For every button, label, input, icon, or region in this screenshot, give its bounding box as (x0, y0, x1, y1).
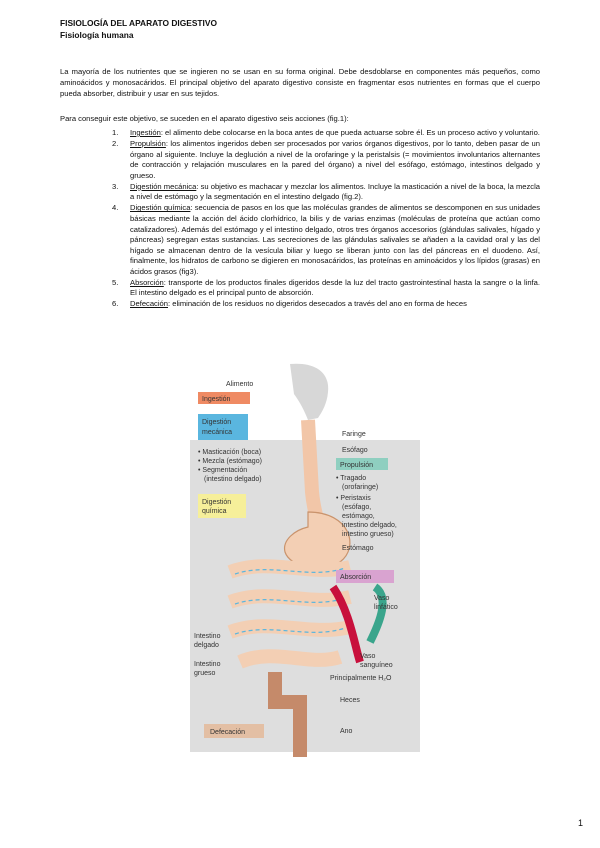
vaso-sanguineo-label-1: Vaso (360, 653, 376, 660)
intestino-delgado-label-2: delgado (194, 642, 219, 649)
page-number: 1 (578, 818, 584, 828)
absorcion-label: Absorción (340, 574, 372, 581)
vaso-linfatico-label-1: Vaso (374, 595, 390, 602)
vaso-linfatico-label-2: linfático (374, 604, 398, 611)
intestino-grueso-label-1: Intestino (194, 661, 221, 668)
list-item: 1. Ingestión: el alimento debe colocarse en la boca antes de que pueda actuarse sobre él. Es un proceso activo y voluntario. (112, 128, 540, 137)
mec-item-3: • Segmentación (198, 467, 248, 474)
faringe-label: Faringe (342, 431, 366, 438)
digestion-quimica-label-2: química (202, 508, 227, 515)
alimento-label: Alimento (226, 381, 254, 388)
intestino-grueso-label-2: grueso (194, 670, 216, 677)
prop-item-7: intestino grueso) (342, 531, 394, 538)
document-subtitle: Fisiología humana (60, 30, 134, 40)
digestion-mecanica-box (198, 414, 248, 440)
defecacion-label: Defecación (210, 729, 246, 736)
heces-label: Heces (340, 697, 360, 704)
digestion-quimica-label-1: Digestión (202, 499, 232, 506)
mec-item-4: (intestino delgado) (204, 476, 262, 483)
ingestion-label: Ingestión (202, 396, 231, 403)
list-item: 5. Absorción: transporte de los productos finales digeridos desde la luz del tracto gastrointestinal hasta la sangre o la linfa. El intestino delgado es el principal punto de absorción. (112, 277, 540, 298)
digestion-mecanica-label-1: Digestión (202, 419, 232, 426)
steps-list (60, 128, 540, 310)
intro-paragraph: La mayoría de los nutrientes que se ingieren no se usan en su forma original. Debe desdoblarse en componentes más pequeños, como aminoácidos y monosacáridos. El principal objetivo del aparato digestivo consiste en fragmentar esos nutrientes en formas que el cuerpo pueda absorber, distribuir y usar en sus tejidos. (60, 67, 540, 98)
lead-sentence: Para conseguir este objetivo, se suceden en el aparato digestivo seis acciones (fig.1): (60, 114, 349, 123)
prop-item-5: estómago, (342, 513, 375, 520)
intestino-delgado-label-1: Intestino (194, 633, 221, 640)
list-item: 6. Defecación: eliminación de los residuos no digeridos desecados a través del ano en forma de heces (112, 299, 467, 309)
estomago-label: Estómago (342, 545, 374, 552)
digestive-figure (190, 362, 420, 757)
prop-item-6: intestino delgado, (342, 522, 397, 529)
document-title: FISIOLOGÍA DEL APARATO DIGESTIVO (60, 18, 217, 28)
digestion-mecanica-label-2: mecánica (202, 429, 232, 436)
list-item: 3. Digestión mecánica: su objetivo es machacar y mezclar los alimentos. Incluye la masticación a nivel de la boca, la mezcla a nivel de estómago y la segmentación en el intestino delgado (fig.2). (112, 181, 540, 202)
esofago-label: Esófago (342, 447, 368, 454)
list-item: 2. Propulsión: los alimentos ingeridos deben ser procesados por varios órganos digestivos, por lo tanto, deben pasar de un órgano al siguiente. Incluye la deglución a nivel de la orofaringe y la peristalsis (= movimientos involuntarios alternantes de contracción y relajación musculares en la pared del órgano) a nivel del esófago, estómago, intestinos delgado y grueso. (112, 138, 540, 180)
prop-item-2: (orofaringe) (342, 484, 379, 491)
ano-label: Ano (340, 728, 353, 735)
principalmente-label: Principalmente H₂O (330, 675, 392, 682)
prop-item-3: • Peristaxis (336, 495, 371, 502)
vaso-sanguineo-label-2: sanguíneo (360, 662, 393, 669)
prop-item-1: • Tragado (336, 475, 367, 482)
head-shape (290, 364, 328, 420)
list-item: 4. Digestión química: secuencia de pasos en los que las moléculas grandes de alimentos se descomponen en sus unidades básicas mediante la acción del ácido clorhídrico, la bilis y de varias enzimas (moléculas de proteína que actúan como catalizadores). Además del estómago y el intestino delgado, otros tres órganos accesorios (glándulas salivales, hígado y páncreas) segregan estas sustancias. Las secreciones de las glándulas salivales se añaden a la cavidad oral y las del hígado se almacenan dentro de la vesícula biliar y luego se liberan junto con las del páncreas en el duodeno. Así, finalmente, los hidratos de carbono se digieren en monosacáridos, las proteínas en aminoácidos y los lípidos (grasas) en ácidos grasos (fig3). (112, 203, 540, 276)
prop-item-4: (esófago, (342, 504, 372, 511)
mec-item-2: • Mezcla (estómago) (198, 458, 262, 465)
mec-item-1: • Masticación (boca) (198, 449, 262, 456)
propulsion-label: Propulsión (340, 462, 374, 469)
